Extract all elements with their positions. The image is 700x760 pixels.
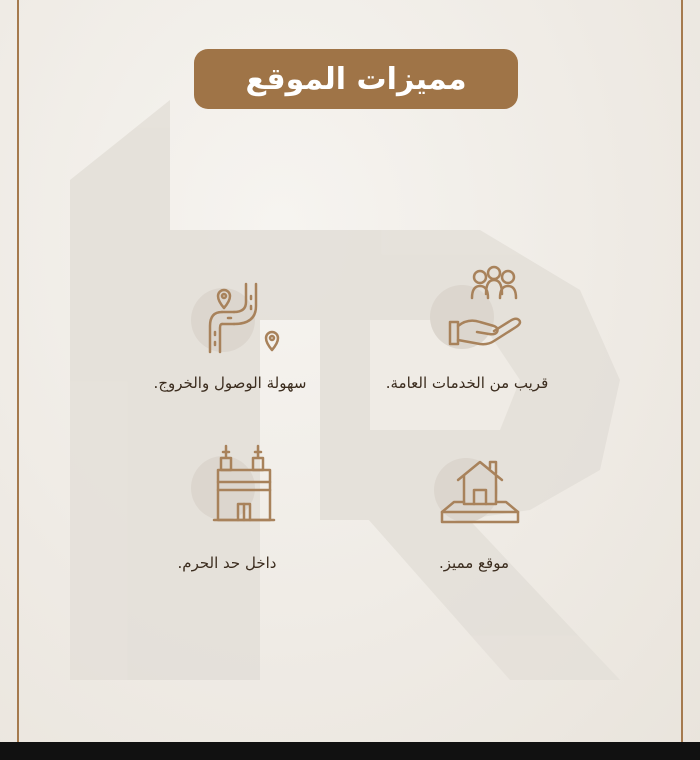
- feature-label-haram: داخل حد الحرم.: [177, 554, 277, 572]
- people-hand-icon: [428, 262, 538, 362]
- frame-left-border: [17, 0, 19, 742]
- feature-label-location: موقع مميز.: [439, 554, 509, 572]
- page-title: مميزات الموقع: [194, 49, 518, 109]
- bottom-bar: [0, 742, 700, 760]
- road-map-icon: [190, 282, 300, 382]
- house-icon: [428, 452, 538, 552]
- feature-label-services: قريب من الخدمات العامة.: [385, 374, 549, 392]
- watermark-logo: [60, 90, 640, 690]
- feature-label-access: سهولة الوصول والخروج.: [153, 374, 307, 392]
- frame-right-border: [681, 0, 683, 742]
- kaaba-minarets-icon: [190, 442, 300, 542]
